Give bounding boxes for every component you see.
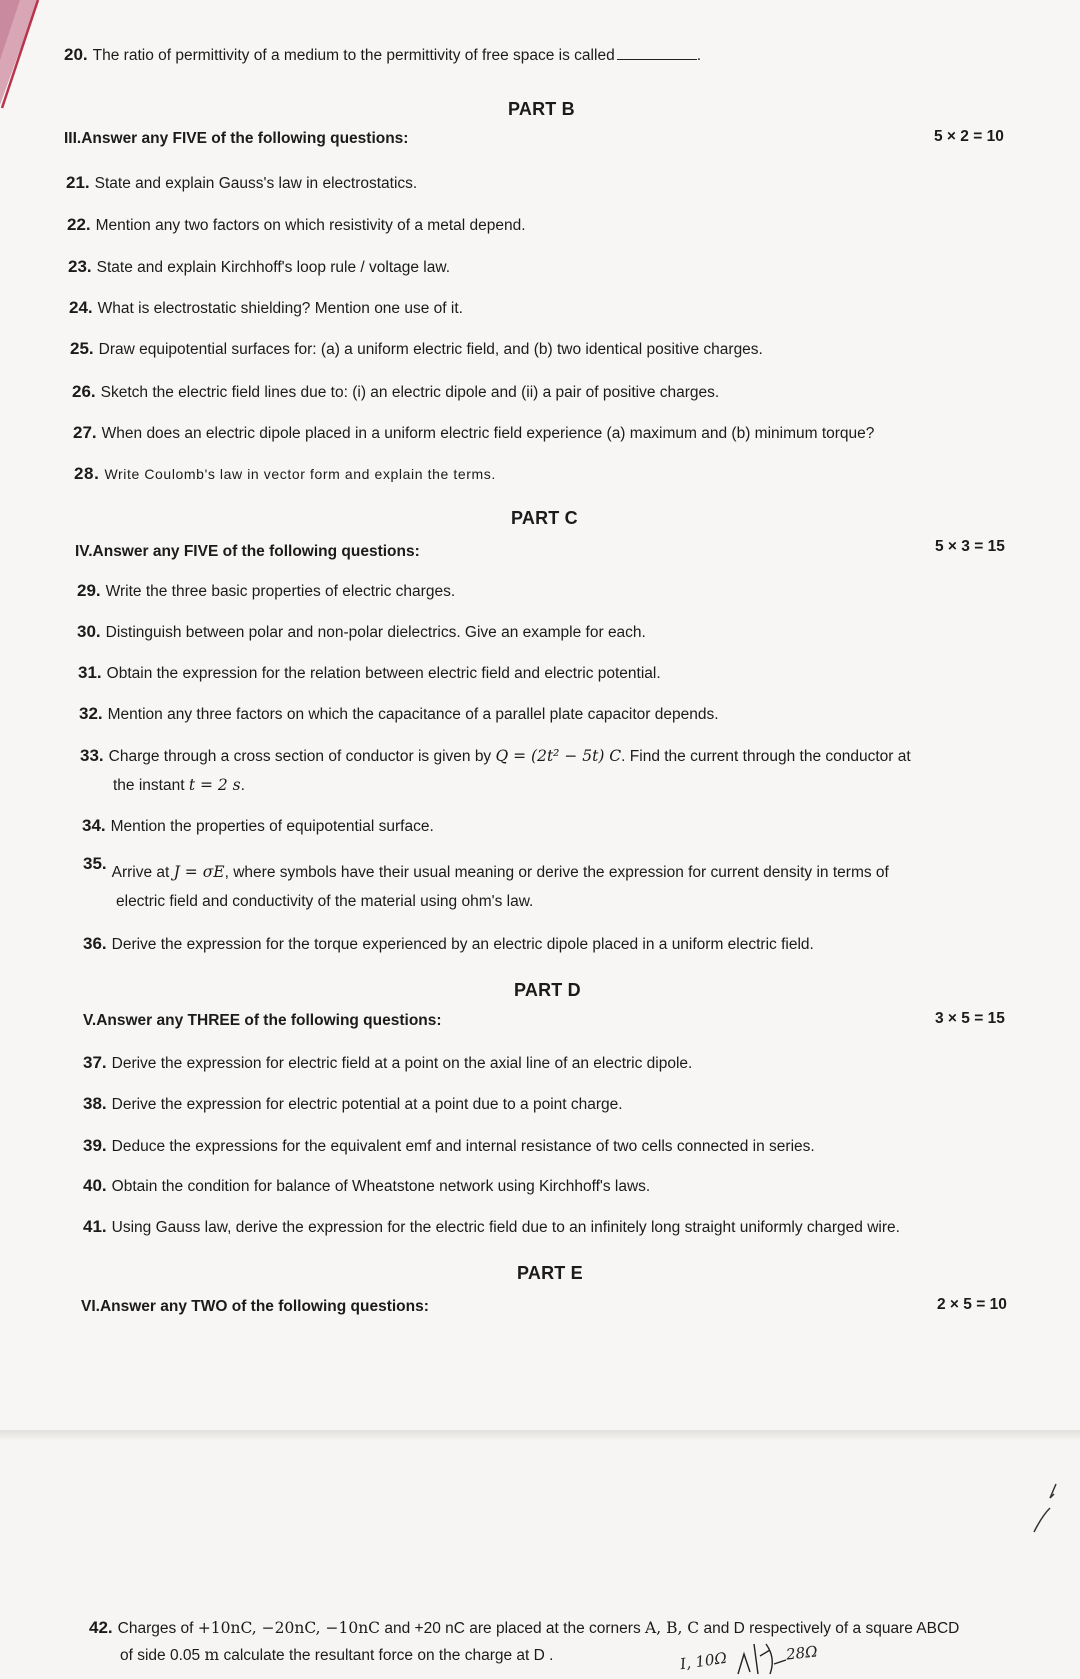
question-38: 38. Derive the expression for electric potential at a point due to a point charge. — [83, 1094, 623, 1113]
question-22: 22. Mention any two factors on which resistivity of a metal depend. — [67, 215, 526, 234]
question-35: 35. Arrive at J = σE, where symbols have their usual meaning or derive the expression for current density in terms of — [83, 854, 889, 881]
question-39: 39. Deduce the expressions for the equivalent emf and internal resistance of two cells connected in series. — [83, 1136, 815, 1155]
part-c-instruction: IV.Answer any FIVE of the following questions: — [75, 543, 420, 560]
question-30: 30. Distinguish between polar and non-polar dielectrics. Give an example for each. — [77, 622, 646, 641]
question-36: 36. Derive the expression for the torque experienced by an electric dipole placed in a uniform electric field. — [83, 934, 814, 953]
question-paper-page-2 — [0, 1440, 1080, 1679]
handwritten-note: I, 10Ω — [678, 1648, 729, 1674]
question-41: 41. Using Gauss law, derive the expression for the electric field due to an infinitely long straight uniformly charged wire. — [83, 1217, 900, 1236]
part-b-title: PART B — [508, 99, 575, 119]
part-e-marks: 2 × 5 = 10 — [937, 1296, 1007, 1313]
question-23: 23. State and explain Kirchhoff's loop rule / voltage law. — [68, 257, 451, 276]
part-d-title: PART D — [514, 980, 581, 1000]
question-32: 32. Mention any three factors on which the capacitance of a parallel plate capacitor depends. — [79, 704, 719, 723]
part-d-marks: 3 × 5 = 15 — [935, 1010, 1005, 1027]
question-24: 24. What is electrostatic shielding? Mention one use of it. — [69, 298, 463, 317]
part-c-title: PART C — [511, 508, 578, 528]
current-density-equation: J = σE — [173, 863, 225, 881]
question-33-cont: the instant t = 2 s. — [113, 776, 245, 794]
time-value: t = 2 s — [188, 776, 241, 794]
part-e-instruction: VI.Answer any TWO of the following questions: — [81, 1298, 429, 1315]
question-34: 34. Mention the properties of equipotential surface. — [82, 816, 434, 835]
question-27: 27. When does an electric dipole placed in a uniform electric field experience (a) maximum and (b) minimum torque? — [73, 423, 875, 442]
corner-labels: A, B, C — [645, 1619, 700, 1637]
part-d-instruction: V.Answer any THREE of the following questions: — [83, 1012, 442, 1029]
part-e-title: PART E — [517, 1263, 583, 1283]
question-20: 20. The ratio of permittivity of a medium to the permittivity of free space is called . — [64, 45, 701, 64]
torn-corner-decoration — [0, 0, 40, 110]
question-33: 33. Charge through a cross section of conductor is given by Q = (2t² − 5t) C. Find the current through the conductor at — [80, 746, 911, 765]
question-42-cont: of side 0.05 m calculate the resultant force on the charge at D . — [120, 1646, 554, 1664]
question-35-cont: electric field and conductivity of the material using ohm's law. — [116, 893, 534, 910]
question-21: 21. State and explain Gauss's law in electrostatics. — [66, 173, 418, 192]
question-31: 31. Obtain the expression for the relation between electric field and electric potential. — [78, 663, 661, 682]
part-b-marks: 5 × 2 = 10 — [934, 128, 1004, 145]
question-28: 28. Write Coulomb's law in vector form and explain the terms. — [74, 464, 496, 483]
part-c-marks: 5 × 3 = 15 — [935, 538, 1005, 555]
handwritten-note: 28Ω — [785, 1642, 819, 1664]
part-b-instruction: III.Answer any FIVE of the following questions: — [64, 130, 409, 147]
question-29: 29. Write the three basic properties of electric charges. — [77, 581, 456, 600]
question-42: 42. Charges of +10nC, −20nC, −10nC and +20 nC are placed at the corners A, B, C and D respectively of a square ABCD — [89, 1618, 960, 1637]
charge-values: +10nC, −20nC, −10nC — [197, 1619, 381, 1637]
question-25: 25. Draw equipotential surfaces for: (a) a uniform electric field, and (b) two identical positive charges. — [70, 339, 763, 358]
question-number: 20. — [64, 45, 88, 64]
handwritten-scribble — [730, 1634, 790, 1679]
answer-blank — [617, 59, 697, 60]
charge-equation: Q = (2t² − 5t) C — [495, 747, 622, 765]
question-40: 40. Obtain the condition for balance of Wheatstone network using Kirchhoff's laws. — [83, 1176, 651, 1195]
pen-mark-decoration — [1020, 1480, 1070, 1540]
question-text: The ratio of permittivity of a medium to the permittivity of free space is called — [92, 47, 615, 64]
question-37: 37. Derive the expression for electric field at a point on the axial line of an electric dipole. — [83, 1053, 693, 1072]
question-26: 26. Sketch the electric field lines due to: (i) an electric dipole and (ii) a pair of positive charges. — [72, 382, 720, 401]
